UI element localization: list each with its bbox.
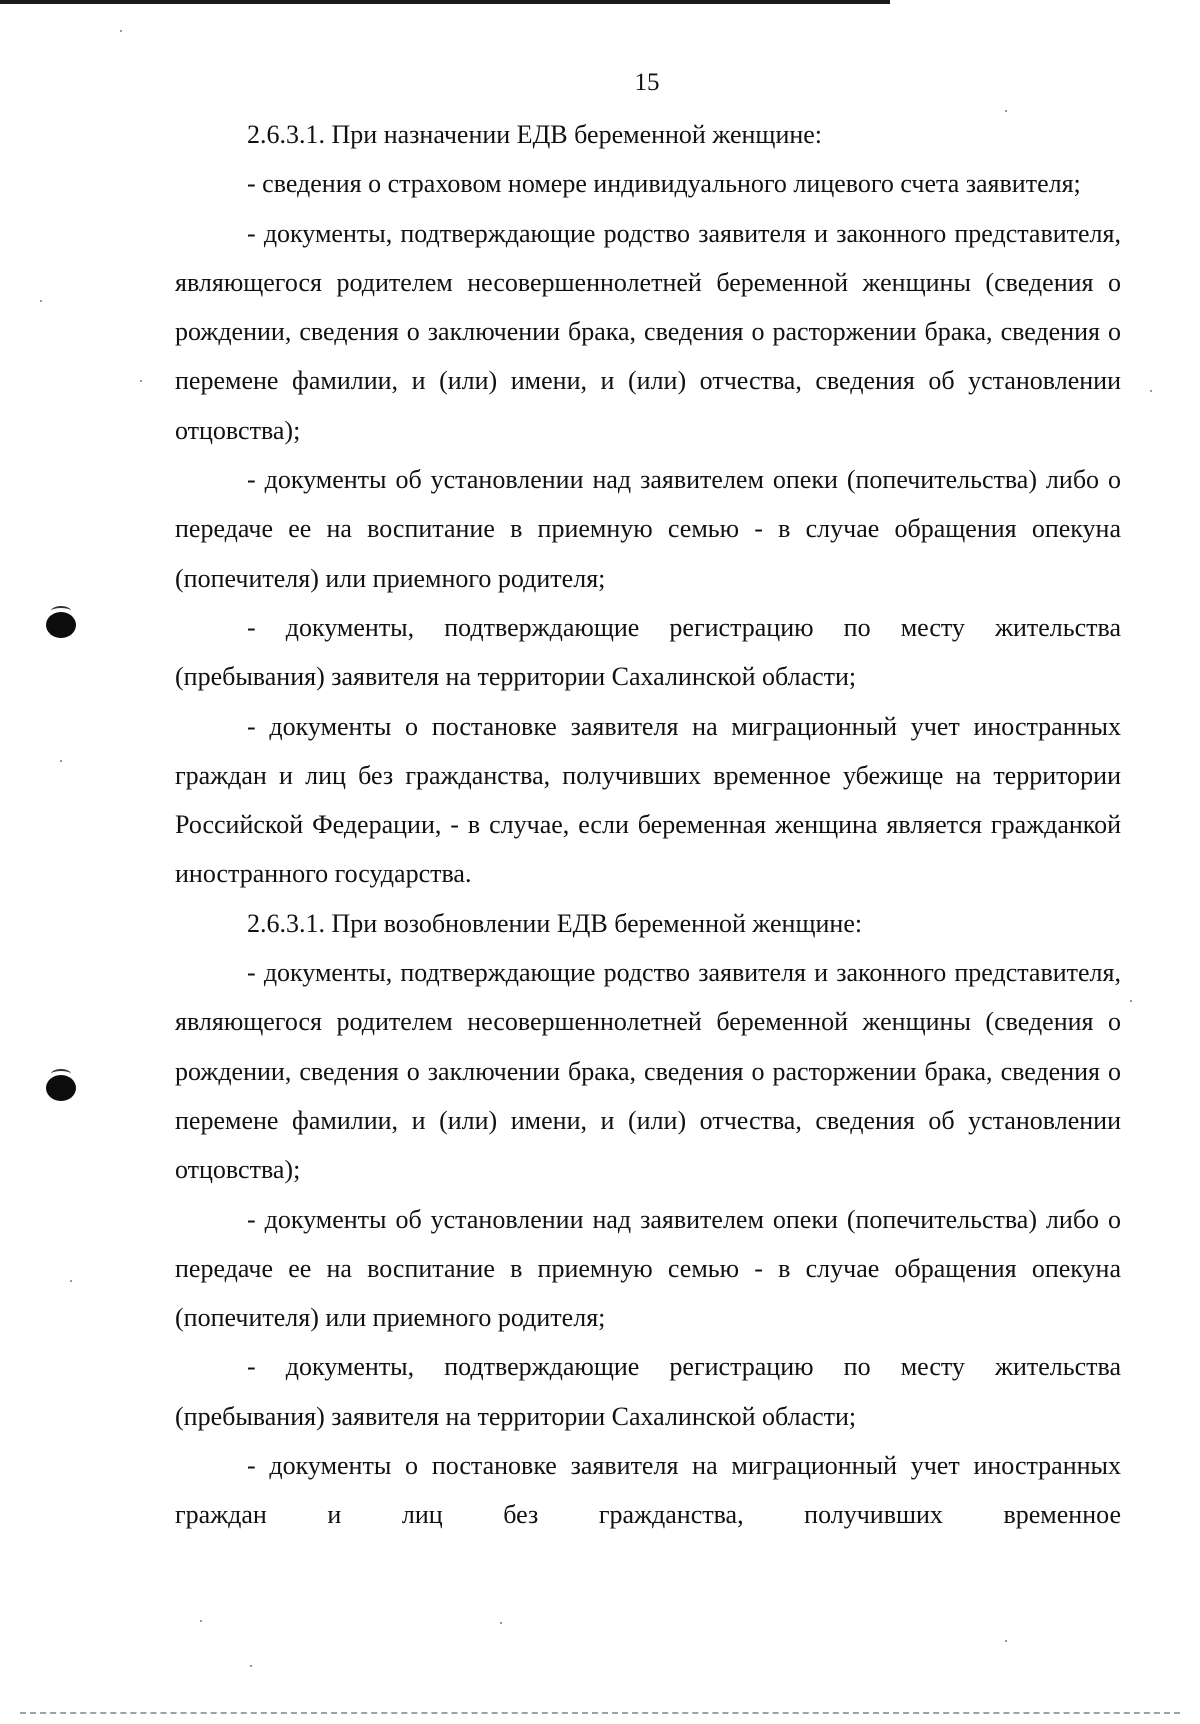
scan-speck [1005,110,1007,112]
binder-hole-icon [46,612,76,638]
section-heading: 2.6.3.1. При возобновлении ЕДВ беременной женщине: [247,908,863,938]
scan-speck [1005,1640,1007,1642]
scan-speck [200,1620,202,1622]
list-item: - документы, подтверждающие регистрацию по месту жительства (пребывания) заявителя на территории Сахалинской области; [175,612,1121,692]
binder-hole-icon [46,1075,76,1101]
list-item: - документы об установлении над заявителем опеки (попечительства) либо о передаче ее на воспитание в приемную семью - в случае обращения опекуна (попечителя) или приемного родителя; [175,1204,1121,1333]
scan-speck [250,1665,252,1667]
scan-speck [70,1280,72,1282]
list-item: - документы, подтверждающие родство заявителя и законного представителя, являющегося родителем несовершеннолетней беременной женщины (сведения о рождении, сведения о заключении брака, сведения о расторжении брака, сведения о перемене фамилии, и (или) имени, и (или) отчества, сведения об установлении отцовства); [175,218,1121,445]
list-item: - документы о постановке заявителя на миграционный учет иностранных граждан и лиц без гражданства, получивших временное убежище на территории Российской Федерации, - в случае, если беременная женщина является гражданкой иностранного государства. [175,711,1121,889]
scan-speck [500,1622,502,1624]
list-item: - документы об установлении над заявителем опеки (попечительства) либо о передаче ее на воспитание в приемную семью - в случае обращения опекуна (попечителя) или приемного родителя; [175,465,1121,593]
list-item: - документы о постановке заявителя на миграционный учет иностранных граждан и лиц без гражданства, получивших временное [175,1451,1121,1530]
page-number: 15 [634,69,660,96]
scan-speck [120,30,122,32]
top-scan-edge [0,0,890,4]
scan-speck [1130,1000,1132,1002]
list-item: - сведения о страховом номере индивидуального лицевого счета заявителя; [247,169,1081,199]
scan-speck [140,380,142,382]
section-heading: 2.6.3.1. При назначении ЕДВ беременной женщине: [247,120,823,149]
list-item: - документы, подтверждающие родство заявителя и законного представителя, являющегося родителем несовершеннолетней беременной женщины (сведения о рождении, сведения о заключении брака, сведения о расторжении брака, сведения о перемене фамилии, и (или) имени, и (или) отчества, сведения об установлении отцовства); [175,958,1121,1185]
scan-speck [60,760,62,762]
scan-speck [40,300,42,302]
scan-speck [1150,390,1152,392]
bottom-scan-edge [20,1712,1180,1714]
document-body [175,110,1121,1540]
list-item: - документы, подтверждающие регистрацию по месту жительства (пребывания) заявителя на территории Сахалинской области; [175,1352,1121,1431]
